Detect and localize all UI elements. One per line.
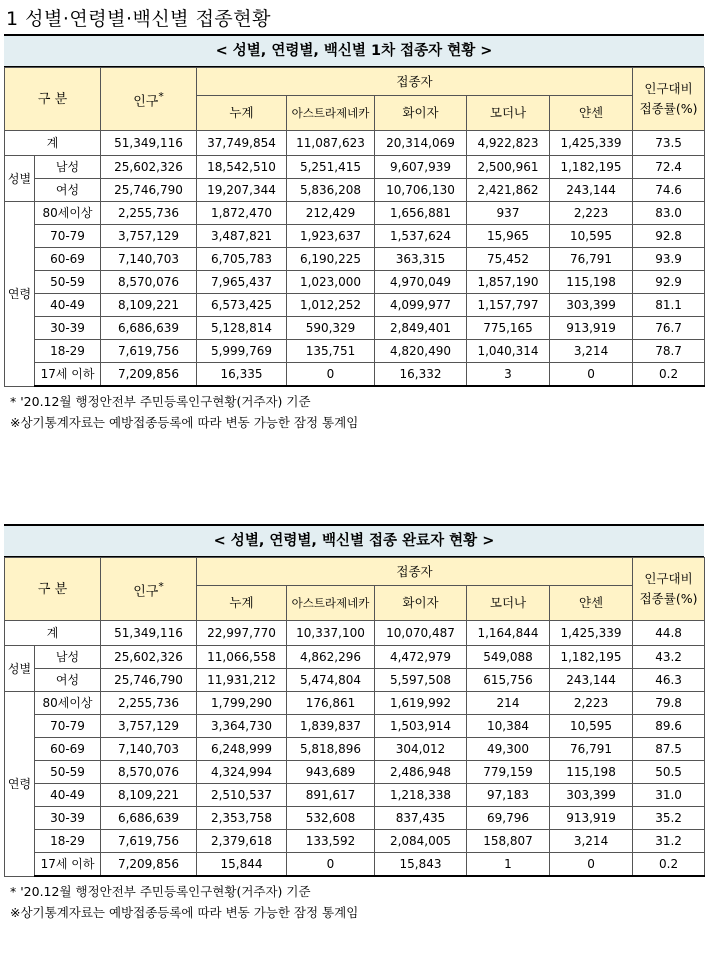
- cell-value: 176,861: [287, 692, 375, 715]
- row-label: 60-69: [35, 248, 101, 271]
- cell-value: 1,012,252: [287, 294, 375, 317]
- cell-value: 303,399: [550, 784, 633, 807]
- cell-value: 212,429: [287, 202, 375, 225]
- row-label: 30-39: [35, 807, 101, 830]
- cell-value: 87.5: [633, 738, 705, 761]
- page-title: 1 성별·연령별·백신별 접종현황: [6, 8, 271, 30]
- cell-value: 74.6: [633, 179, 705, 202]
- cell-value: 590,329: [287, 317, 375, 340]
- cell-value: 913,919: [550, 807, 633, 830]
- cell-value: 7,619,756: [101, 340, 197, 363]
- table-row: [5, 784, 705, 807]
- row-label: 남성: [35, 646, 101, 669]
- cell-value: 7,965,437: [197, 271, 287, 294]
- cell-value: 4,970,049: [375, 271, 467, 294]
- table-row: [5, 179, 705, 202]
- cell-value: 5,128,814: [197, 317, 287, 340]
- cell-value: 615,756: [467, 669, 550, 692]
- table-row: [5, 692, 705, 715]
- cell-value: 10,337,100: [287, 621, 375, 646]
- cell-value: 5,597,508: [375, 669, 467, 692]
- row-label: 40-49: [35, 294, 101, 317]
- cell-value: 2,849,401: [375, 317, 467, 340]
- cell-value: 3,214: [550, 830, 633, 853]
- cell-value: 4,324,994: [197, 761, 287, 784]
- cell-value: 5,818,896: [287, 738, 375, 761]
- group-label-age: [5, 202, 35, 387]
- table-row: [5, 646, 705, 669]
- cell-value: 11,087,623: [287, 131, 375, 156]
- row-label: 계: [5, 621, 101, 646]
- cell-value: 3,757,129: [101, 715, 197, 738]
- cell-value: 303,399: [550, 294, 633, 317]
- cell-value: 0.2: [633, 853, 705, 877]
- table-row: [5, 761, 705, 784]
- cell-value: 46.3: [633, 669, 705, 692]
- table-row: [5, 317, 705, 340]
- cell-value: 115,198: [550, 271, 633, 294]
- cell-value: 1,425,339: [550, 621, 633, 646]
- cell-value: 75,452: [467, 248, 550, 271]
- cell-value: 243,144: [550, 179, 633, 202]
- cell-value: 1,799,290: [197, 692, 287, 715]
- cell-value: 5,999,769: [197, 340, 287, 363]
- cell-value: 6,686,639: [101, 317, 197, 340]
- header-rate: [633, 68, 705, 131]
- cell-value: 1,182,195: [550, 156, 633, 179]
- cell-value: 93.9: [633, 248, 705, 271]
- cell-value: 44.8: [633, 621, 705, 646]
- cell-value: 83.0: [633, 202, 705, 225]
- header-janssen: 얀센: [550, 96, 633, 131]
- row-label: 남성: [35, 156, 101, 179]
- header-cumulative: 누계: [197, 586, 287, 621]
- cell-value: 5,251,415: [287, 156, 375, 179]
- group-label-sex-text: 성별: [7, 171, 32, 186]
- header-astrazeneca: 아스트라제네카: [287, 586, 375, 621]
- table-row: [5, 225, 705, 248]
- header-rate-line1: 인구대비: [644, 571, 693, 586]
- cell-value: 15,965: [467, 225, 550, 248]
- cell-value: 7,140,703: [101, 248, 197, 271]
- group-label-age-text: 연령: [7, 776, 32, 791]
- footnote-population: * '20.12월 행정안전부 주민등록인구현황(거주자) 기준: [10, 394, 311, 409]
- header-pfizer: 화이자: [375, 586, 467, 621]
- cell-value: 6,248,999: [197, 738, 287, 761]
- cell-value: 243,144: [550, 669, 633, 692]
- cell-value: 1,157,797: [467, 294, 550, 317]
- cell-value: 8,570,076: [101, 271, 197, 294]
- population-footnote-mark: *: [158, 89, 164, 103]
- group-label-age-text: 연령: [7, 286, 32, 301]
- cell-value: 31.2: [633, 830, 705, 853]
- cell-value: 49,300: [467, 738, 550, 761]
- cell-value: 4,862,296: [287, 646, 375, 669]
- cell-value: 532,608: [287, 807, 375, 830]
- cell-value: 1,023,000: [287, 271, 375, 294]
- cell-value: 11,931,212: [197, 669, 287, 692]
- footnote-provisional: ※상기통계자료는 예방접종등록에 따라 변동 가능한 잠정 통계임: [10, 905, 359, 920]
- cell-value: 2,223: [550, 202, 633, 225]
- cell-value: 115,198: [550, 761, 633, 784]
- cell-value: 937: [467, 202, 550, 225]
- cell-value: 2,379,618: [197, 830, 287, 853]
- cell-value: 0: [550, 363, 633, 387]
- cell-value: 7,209,856: [101, 853, 197, 877]
- group-label-sex: [5, 646, 35, 692]
- row-label: 18-29: [35, 830, 101, 853]
- table-row-total: [5, 131, 705, 156]
- cell-value: 1,619,992: [375, 692, 467, 715]
- row-label: 여성: [35, 179, 101, 202]
- cell-value: 2,084,005: [375, 830, 467, 853]
- cell-value: 8,109,221: [101, 784, 197, 807]
- cell-value: 69,796: [467, 807, 550, 830]
- footnote-provisional: ※상기통계자료는 예방접종등록에 따라 변동 가능한 잠정 통계임: [10, 415, 359, 430]
- cell-value: 1,656,881: [375, 202, 467, 225]
- row-label: 70-79: [35, 715, 101, 738]
- row-label: 80세이상: [35, 692, 101, 715]
- row-label: 17세 이하: [35, 853, 101, 877]
- cell-value: 1,164,844: [467, 621, 550, 646]
- row-label: 30-39: [35, 317, 101, 340]
- cell-value: 304,012: [375, 738, 467, 761]
- vaccination-table: [4, 557, 705, 877]
- table-row: [5, 248, 705, 271]
- header-vaccinated: 접종자: [197, 558, 633, 586]
- row-label: 18-29: [35, 340, 101, 363]
- header-rate-line2: 접종률(%): [639, 101, 698, 116]
- cell-value: 891,617: [287, 784, 375, 807]
- header-category: 구 분: [5, 558, 101, 621]
- cell-value: 73.5: [633, 131, 705, 156]
- row-label: 계: [5, 131, 101, 156]
- header-category: 구 분: [5, 68, 101, 131]
- population-footnote-mark: *: [158, 579, 164, 593]
- table-row: [5, 271, 705, 294]
- cell-value: 2,223: [550, 692, 633, 715]
- cell-value: 1,923,637: [287, 225, 375, 248]
- cell-value: 79.8: [633, 692, 705, 715]
- row-label: 70-79: [35, 225, 101, 248]
- cell-value: 8,109,221: [101, 294, 197, 317]
- cell-value: 15,844: [197, 853, 287, 877]
- cell-value: 2,255,736: [101, 202, 197, 225]
- cell-value: 72.4: [633, 156, 705, 179]
- header-vaccinated: 접종자: [197, 68, 633, 96]
- cell-value: 1,839,837: [287, 715, 375, 738]
- header-population: [101, 68, 197, 131]
- row-label: 50-59: [35, 761, 101, 784]
- row-label: 60-69: [35, 738, 101, 761]
- cell-value: 7,619,756: [101, 830, 197, 853]
- cell-value: 5,836,208: [287, 179, 375, 202]
- table-row: [5, 202, 705, 225]
- header-rate: [633, 558, 705, 621]
- table-row-total: [5, 621, 705, 646]
- table-row: [5, 807, 705, 830]
- cell-value: 837,435: [375, 807, 467, 830]
- table-row: [5, 715, 705, 738]
- header-rate-line1: 인구대비: [644, 81, 693, 96]
- cell-value: 1,040,314: [467, 340, 550, 363]
- cell-value: 2,353,758: [197, 807, 287, 830]
- cell-value: 25,746,790: [101, 179, 197, 202]
- cell-value: 5,474,804: [287, 669, 375, 692]
- cell-value: 4,099,977: [375, 294, 467, 317]
- cell-value: 214: [467, 692, 550, 715]
- cell-value: 2,500,961: [467, 156, 550, 179]
- cell-value: 43.2: [633, 646, 705, 669]
- cell-value: 8,570,076: [101, 761, 197, 784]
- cell-value: 4,820,490: [375, 340, 467, 363]
- cell-value: 3: [467, 363, 550, 387]
- header-population: [101, 558, 197, 621]
- cell-value: 20,314,069: [375, 131, 467, 156]
- header-rate-line2: 접종률(%): [639, 591, 698, 606]
- cell-value: 1,537,624: [375, 225, 467, 248]
- cell-value: 35.2: [633, 807, 705, 830]
- cell-value: 2,421,862: [467, 179, 550, 202]
- cell-value: 31.0: [633, 784, 705, 807]
- table-title: < 성별, 연령별, 백신별 1차 접종자 현황 >: [4, 34, 704, 67]
- cell-value: 50.5: [633, 761, 705, 784]
- cell-value: 6,573,425: [197, 294, 287, 317]
- cell-value: 4,922,823: [467, 131, 550, 156]
- header-population-label: 인구: [133, 94, 159, 110]
- first-dose-section: [4, 34, 704, 433]
- cell-value: 16,332: [375, 363, 467, 387]
- cell-value: 6,190,225: [287, 248, 375, 271]
- header-astrazeneca: 아스트라제네카: [287, 96, 375, 131]
- cell-value: 25,746,790: [101, 669, 197, 692]
- cell-value: 1,218,338: [375, 784, 467, 807]
- full-vaccination-section: [4, 524, 704, 923]
- cell-value: 97,183: [467, 784, 550, 807]
- cell-value: 2,510,537: [197, 784, 287, 807]
- group-label-age: [5, 692, 35, 877]
- cell-value: 89.6: [633, 715, 705, 738]
- cell-value: 3,364,730: [197, 715, 287, 738]
- vaccination-table: [4, 67, 705, 387]
- cell-value: 2,255,736: [101, 692, 197, 715]
- cell-value: 1,872,470: [197, 202, 287, 225]
- cell-value: 78.7: [633, 340, 705, 363]
- cell-value: 1,857,190: [467, 271, 550, 294]
- cell-value: 51,349,116: [101, 621, 197, 646]
- cell-value: 363,315: [375, 248, 467, 271]
- table-row: [5, 363, 705, 387]
- row-label: 17세 이하: [35, 363, 101, 387]
- table-title: < 성별, 연령별, 백신별 접종 완료자 현황 >: [4, 524, 704, 557]
- cell-value: 19,207,344: [197, 179, 287, 202]
- cell-value: 92.8: [633, 225, 705, 248]
- header-moderna: 모더나: [467, 586, 550, 621]
- cell-value: 1,425,339: [550, 131, 633, 156]
- table-row: [5, 830, 705, 853]
- table-row: [5, 294, 705, 317]
- table-row: [5, 340, 705, 363]
- cell-value: 0: [287, 363, 375, 387]
- table-row: [5, 853, 705, 877]
- cell-value: 1,503,914: [375, 715, 467, 738]
- row-label: 40-49: [35, 784, 101, 807]
- cell-value: 158,807: [467, 830, 550, 853]
- cell-value: 25,602,326: [101, 646, 197, 669]
- cell-value: 3,214: [550, 340, 633, 363]
- cell-value: 3,487,821: [197, 225, 287, 248]
- cell-value: 6,686,639: [101, 807, 197, 830]
- table-row: [5, 156, 705, 179]
- cell-value: 51,349,116: [101, 131, 197, 156]
- cell-value: 6,705,783: [197, 248, 287, 271]
- cell-value: 18,542,510: [197, 156, 287, 179]
- cell-value: 76,791: [550, 248, 633, 271]
- cell-value: 135,751: [287, 340, 375, 363]
- cell-value: 10,595: [550, 715, 633, 738]
- group-label-sex: [5, 156, 35, 202]
- header-pfizer: 화이자: [375, 96, 467, 131]
- cell-value: 10,070,487: [375, 621, 467, 646]
- cell-value: 37,749,854: [197, 131, 287, 156]
- cell-value: 10,595: [550, 225, 633, 248]
- cell-value: 3,757,129: [101, 225, 197, 248]
- cell-value: 9,607,939: [375, 156, 467, 179]
- cell-value: 11,066,558: [197, 646, 287, 669]
- header-janssen: 얀센: [550, 586, 633, 621]
- cell-value: 25,602,326: [101, 156, 197, 179]
- cell-value: 1,182,195: [550, 646, 633, 669]
- cell-value: 775,165: [467, 317, 550, 340]
- cell-value: 943,689: [287, 761, 375, 784]
- cell-value: 2,486,948: [375, 761, 467, 784]
- footnote-population: * '20.12월 행정안전부 주민등록인구현황(거주자) 기준: [10, 884, 311, 899]
- cell-value: 4,472,979: [375, 646, 467, 669]
- cell-value: 92.9: [633, 271, 705, 294]
- cell-value: 22,997,770: [197, 621, 287, 646]
- row-label: 여성: [35, 669, 101, 692]
- table-row: [5, 738, 705, 761]
- row-label: 50-59: [35, 271, 101, 294]
- cell-value: 81.1: [633, 294, 705, 317]
- cell-value: 7,140,703: [101, 738, 197, 761]
- cell-value: 779,159: [467, 761, 550, 784]
- cell-value: 76,791: [550, 738, 633, 761]
- cell-value: 133,592: [287, 830, 375, 853]
- cell-value: 1: [467, 853, 550, 877]
- header-population-label: 인구: [133, 584, 159, 600]
- row-label: 80세이상: [35, 202, 101, 225]
- cell-value: 15,843: [375, 853, 467, 877]
- cell-value: 549,088: [467, 646, 550, 669]
- cell-value: 16,335: [197, 363, 287, 387]
- cell-value: 10,384: [467, 715, 550, 738]
- header-moderna: 모더나: [467, 96, 550, 131]
- cell-value: 913,919: [550, 317, 633, 340]
- cell-value: 7,209,856: [101, 363, 197, 387]
- header-cumulative: 누계: [197, 96, 287, 131]
- group-label-sex-text: 성별: [7, 661, 32, 676]
- cell-value: 0: [287, 853, 375, 877]
- cell-value: 10,706,130: [375, 179, 467, 202]
- cell-value: 76.7: [633, 317, 705, 340]
- cell-value: 0: [550, 853, 633, 877]
- cell-value: 0.2: [633, 363, 705, 387]
- table-row: [5, 669, 705, 692]
